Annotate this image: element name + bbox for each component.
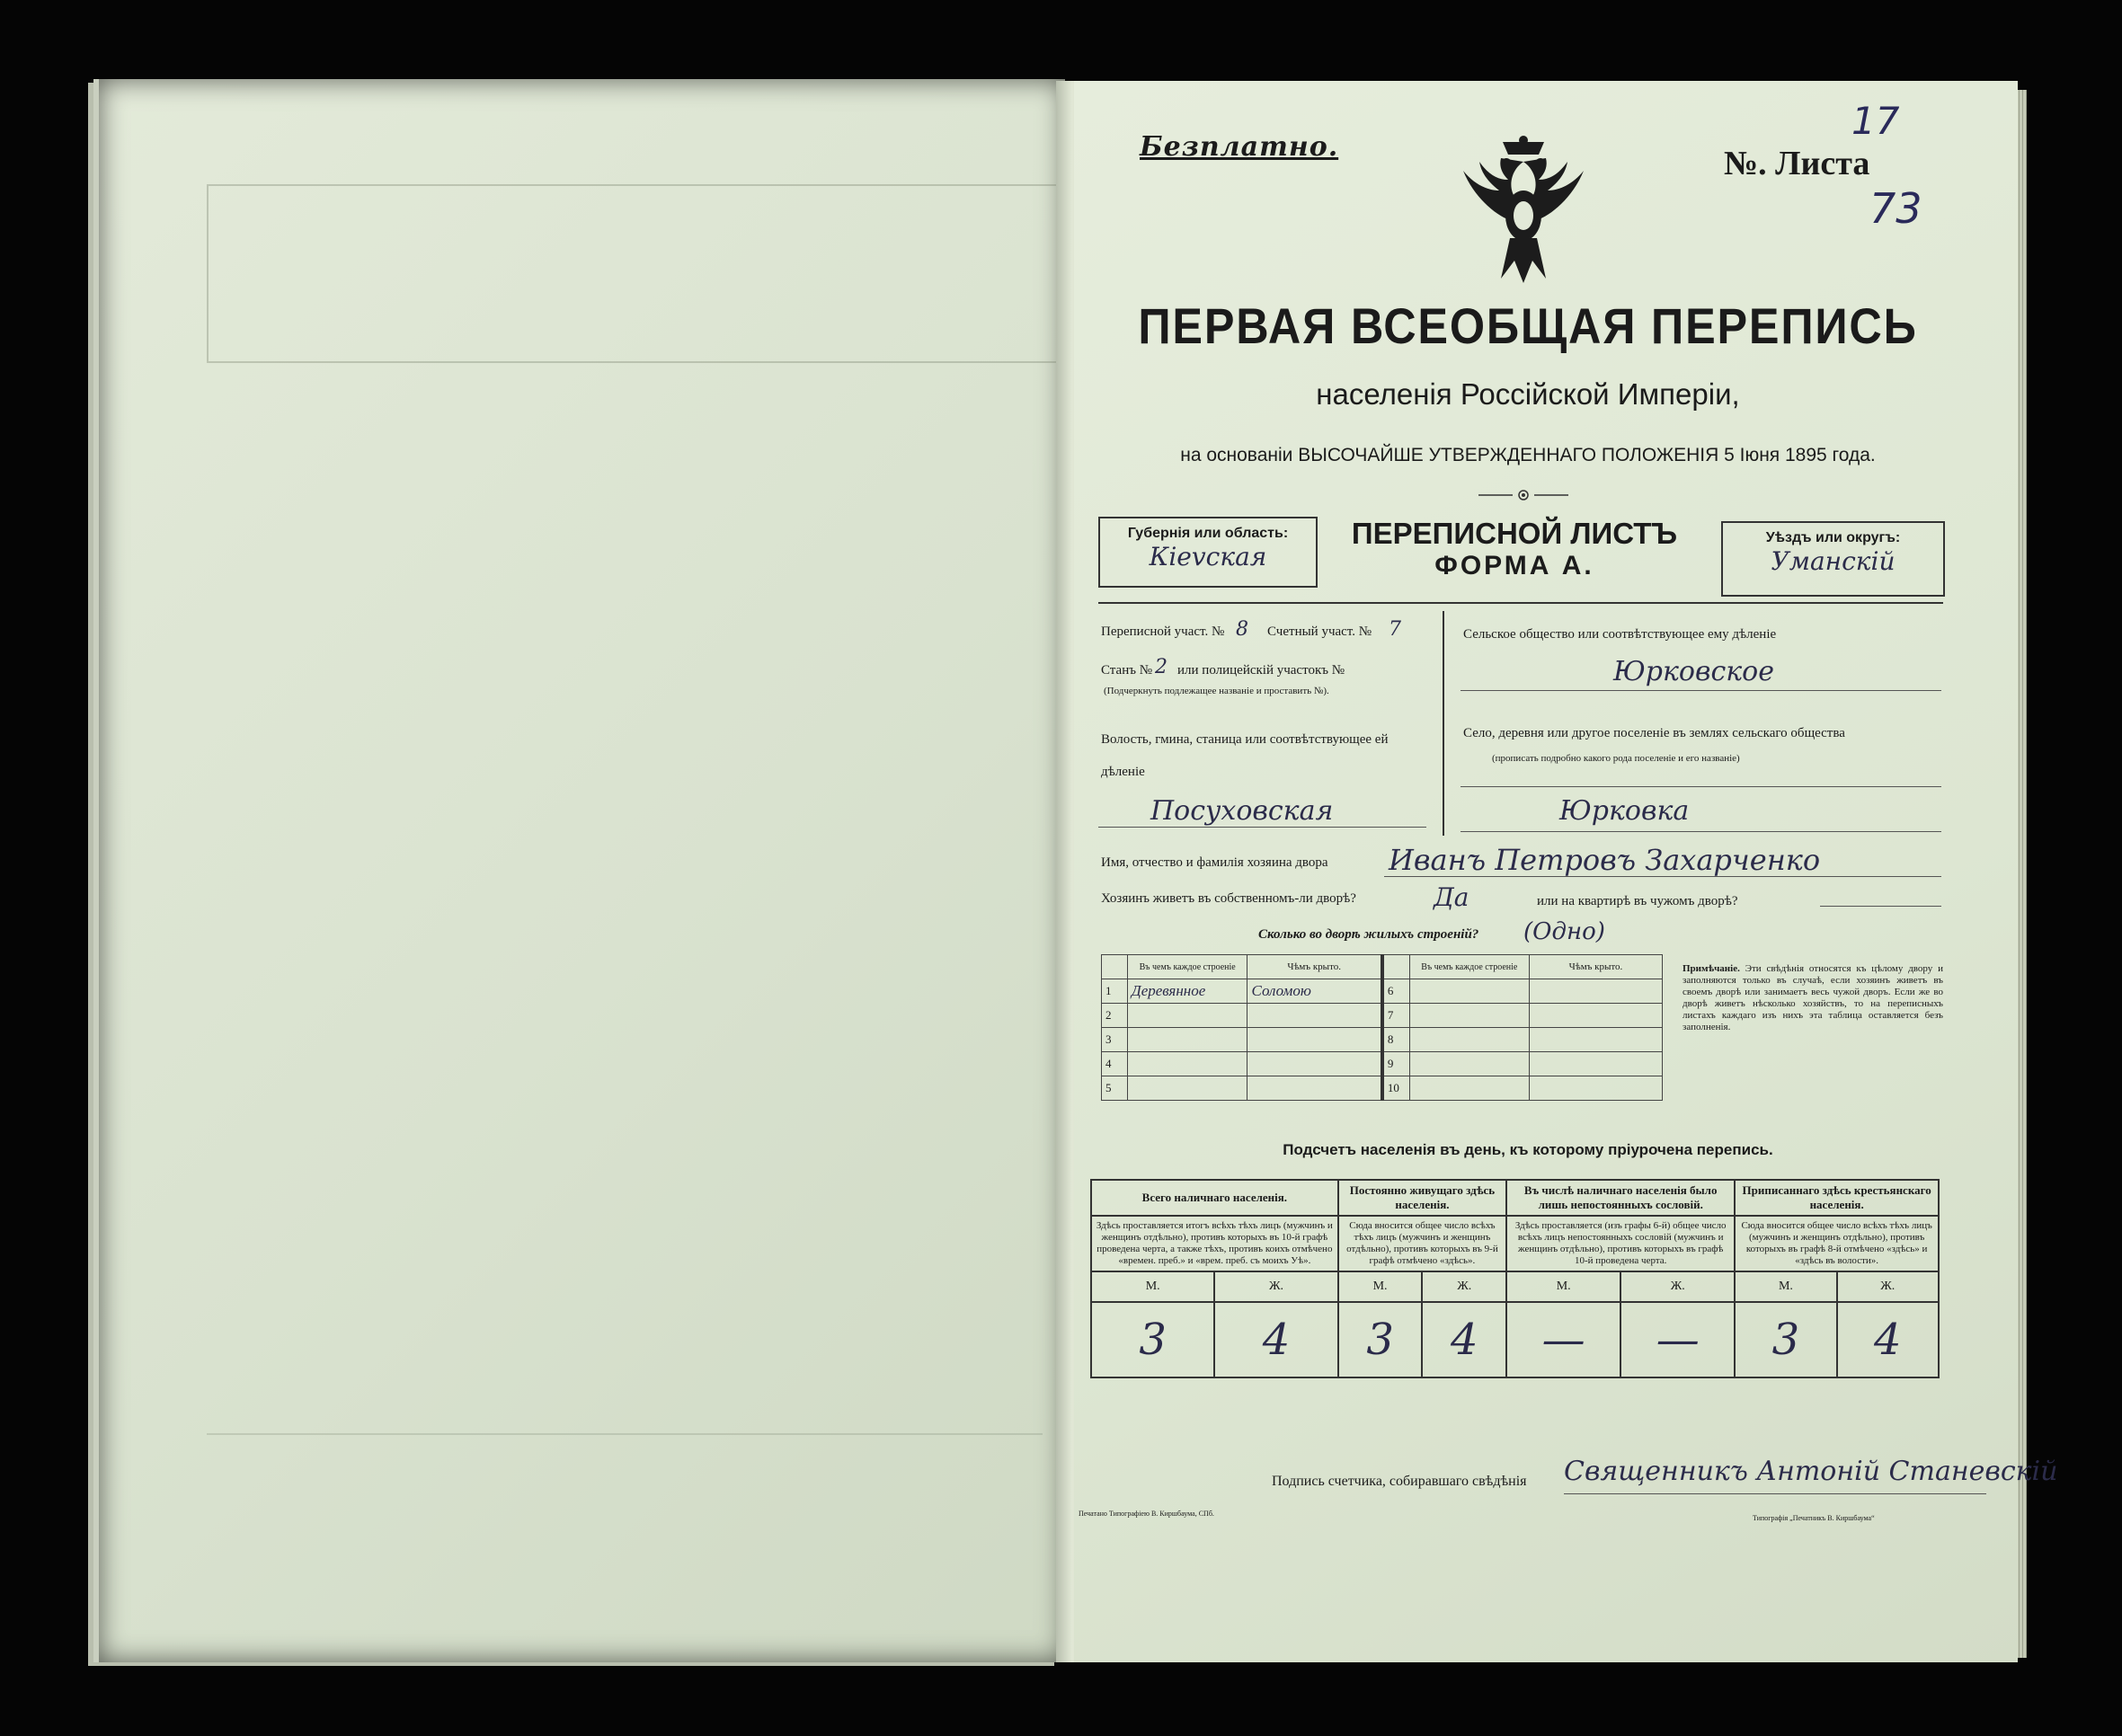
district-value: Уманскій [1771, 546, 1896, 576]
tally-present-f: 4 [1214, 1302, 1337, 1377]
camp-note: (Подчеркнуть подлежащее названіе и проставить №). [1104, 686, 1329, 696]
form-subtitle: ФОРМА А. [1434, 551, 1594, 580]
table-row: 4 9 [1102, 1052, 1663, 1076]
village-line-1 [1461, 786, 1941, 787]
imperial-eagle-icon [1456, 135, 1591, 288]
form-title-block [1326, 517, 1703, 581]
tally-nonresident-f: — [1620, 1302, 1735, 1377]
ornament-divider [1478, 490, 1568, 500]
form-title: ПЕРЕПИСНОЙ ЛИСТЪ [1351, 517, 1678, 550]
tally-values-row [1091, 1302, 1939, 1377]
sheet-number-label: №. Листа [1724, 145, 1870, 182]
buildings-col-roof: Чѣмъ крыто. [1247, 955, 1382, 979]
own-yard-label: Хозяинъ живетъ въ собственномъ-ли дворѣ? [1101, 891, 1356, 906]
sheet-number-hand-top: 17 [1851, 99, 1900, 143]
tally-table: Всего наличнаго населенія. Постоянно живущаго здѣсь населенія. Въ числѣ наличнаго населенія было лишь непостоянныхъ сословій. Приписаннаго здѣсь крестьянскаго населенія. Здѣсь проставляется итогъ всѣхъ тѣхъ лицъ (мужчинъ и женщинъ отдѣльно), противъ которыхъ въ 10-й графѣ проведена черта, а также тѣхъ, противъ коихъ отмѣчено «времен. преб.» и «врем. преб. съ моихъ Уѣ». Сюда вносится общее число всѣхъ тѣхъ лицъ (мужчинъ и женщинъ отдѣльно), противъ которыхъ въ 9-й графѣ отмѣчено «здѣсь». Здѣсь проставляется (изъ графы 6-й) общее число всѣхъ лицъ непостоянныхъ сословій (мужчинъ и женщинъ отдѣльно), противъ которыхъ въ графѣ 10-й проведена черта. Сюда вносится общее число всѣхъ тѣхъ лицъ (мужчинъ и женщинъ отдѣльно), противъ которыхъ въ графѣ 8-й отмѣчено «здѣсь» и «здѣсь въ волости». М. Ж. М. Ж. М. Ж. М. Ж. 3 4 3 4 — — 3 4 [1090, 1179, 1940, 1378]
free-label: Безплатно. [1140, 131, 1339, 163]
left-page-ghost-line [207, 1433, 1043, 1435]
rented-label: или на квартирѣ въ чужомъ дворѣ? [1537, 894, 1738, 908]
signature-line [1564, 1493, 1986, 1494]
society-label: Сельское общество или соотвѣтствующее ему дѣленіе [1463, 627, 1777, 642]
rented-line [1820, 906, 1941, 907]
volost-line [1098, 827, 1426, 828]
tally-col-1-title: Всего наличнаго населенія. [1091, 1180, 1338, 1216]
tally-present-m: 3 [1091, 1302, 1214, 1377]
village-note: (прописать подробно какого рода поселеніе и его названіе) [1492, 753, 1740, 764]
village-label: Село, деревня или другое поселеніе въ землях сельскаго общества [1463, 726, 1845, 740]
buildings-note-text: Эти свѣдѣнія относятся къ цѣлому двору и заполняются только въ случаѣ, если хозяинъ живетъ въ своемъ дворѣ или занимаетъ весь чужой дворъ. Если же во дворѣ живетъ нѣсколько хозяйствъ, то на переписныхъ листахъ каждаго изъ нихъ эта таблица оставляется безъ заполненія. [1683, 963, 1943, 1032]
table-row: 5 10 [1102, 1076, 1663, 1101]
census-district-label: Переписной участ. № [1101, 624, 1225, 639]
society-line [1461, 690, 1941, 691]
census-district-value: 8 [1236, 618, 1248, 641]
camp-value: 2 [1155, 656, 1168, 678]
signature-value: Священникъ Антоній Станевскій [1564, 1456, 2058, 1487]
tally-col-2-title: Постоянно живущаго здѣсь населенія. [1338, 1180, 1506, 1216]
village-value: Юрковка [1559, 795, 1690, 827]
province-label: Губернія или область: [1127, 526, 1289, 541]
tally-col-4-desc: Сюда вносится общее число всѣхъ тѣхъ лицъ (мужчинъ и женщинъ отдѣльно), противъ которыхъ въ графѣ 8-й отмѣчено «здѣсь» и «здѣсь въ волости». [1735, 1216, 1939, 1271]
district-box [1721, 521, 1945, 597]
owner-label: Имя, отчество и фамилія хозяина двора [1101, 855, 1328, 870]
volost-label: Волость, гмина, станица или соотвѣтствующее ей дѣленіе [1101, 732, 1389, 779]
tally-permanent-f: 4 [1422, 1302, 1506, 1377]
census-legal-basis: на основаніи ВЫСОЧАЙШЕ УТВЕРЖДЕННАГО ПОЛОЖЕНІЯ 5 Іюня 1895 года. [1180, 445, 1876, 465]
table-row: 3 8 [1102, 1028, 1663, 1052]
signature-label: Подпись счетчика, собиравшаго свѣдѣнія [1272, 1474, 1527, 1489]
district-label: Уѣздъ или округъ: [1765, 530, 1901, 545]
census-subtitle: населенія Россійской Имперіи, [1316, 377, 1740, 411]
owner-line [1384, 876, 1941, 877]
buildings-note-title: Примѣчаніе. [1683, 963, 1740, 974]
table-row: 1 Деревянное Соломою 6 [1102, 979, 1663, 1004]
society-value: Юрковское [1613, 656, 1774, 687]
tally-heading: Подсчетъ населенія въ день, къ которому пріурочена перепись. [1283, 1141, 1773, 1158]
buildings-note [1683, 963, 1943, 1033]
tally-col-4-title: Приписаннаго здѣсь крестьянскаго населенія. [1735, 1180, 1939, 1216]
tally-registered-m: 3 [1735, 1302, 1836, 1377]
buildings-label: Сколько во дворѣ жилыхъ строеній? [1258, 927, 1479, 942]
tally-col-1-desc: Здѣсь проставляется итогъ всѣхъ тѣхъ лицъ (мужчинъ и женщинъ отдѣльно), противъ которыхъ въ 10-й графѣ проведена черта, а также тѣхъ, противъ коихъ отмѣчено «времен. преб.» и «врем. преб. съ моихъ Уѣ». [1091, 1216, 1338, 1271]
buildings-table [1101, 954, 1663, 1101]
buildings-col-roof-2: Чѣмъ крыто. [1529, 955, 1662, 979]
printer-left: Печатано Типографіею В. Киршбаума, СПб. [1079, 1510, 1214, 1518]
village-line-2 [1461, 831, 1941, 832]
buildings-value: (Одно) [1523, 918, 1605, 945]
tally-col-3-title: Въ числѣ наличнаго населенія было лишь непостоянныхъ сословій. [1506, 1180, 1735, 1216]
sheet-number-hand-bottom: 73 [1869, 184, 1922, 233]
table-row: 2 7 [1102, 1004, 1663, 1028]
buildings-col-kind: Въ чемъ каждое строеніе [1127, 955, 1247, 979]
tally-registered-f: 4 [1837, 1302, 1939, 1377]
left-page-ghost-table [207, 184, 1064, 363]
own-yard-value: Да [1434, 882, 1469, 912]
census-title: ПЕРВАЯ ВСЕОБЩАЯ ПЕРЕПИСЬ [1138, 297, 1918, 354]
province-value: Кievская [1149, 542, 1267, 571]
camp-label: Станъ № [1101, 663, 1153, 678]
tally-permanent-m: 3 [1338, 1302, 1423, 1377]
details-divider [1443, 611, 1444, 836]
printer-right: Типографія „Печатникъ В. Киршбаума“ [1753, 1514, 1875, 1522]
camp-suffix: или полицейскій участокъ № [1177, 663, 1345, 678]
tally-col-3-desc: Здѣсь проставляется (изъ графы 6-й) общее число всѣхъ лицъ непостоянныхъ сословій (мужчинъ и женщинъ отдѣльно), противъ которыхъ въ графѣ 10-й проведена черта. [1506, 1216, 1735, 1271]
buildings-col-kind-2: Въ чемъ каждое строеніе [1409, 955, 1529, 979]
tally-col-2-desc: Сюда вносится общее число всѣхъ тѣхъ лицъ (мужчинъ и женщинъ отдѣльно), противъ которыхъ въ 9-й графѣ отмѣчено «здѣсь». [1338, 1216, 1506, 1271]
owner-value: Иванъ Петровъ Захарченко [1389, 843, 1821, 877]
count-district-label: Счетный участ. № [1267, 624, 1372, 639]
volost-value: Посуховская [1150, 795, 1334, 827]
province-box [1098, 517, 1318, 588]
count-district-value: 7 [1389, 618, 1401, 641]
tally-nonresident-m: — [1506, 1302, 1620, 1377]
